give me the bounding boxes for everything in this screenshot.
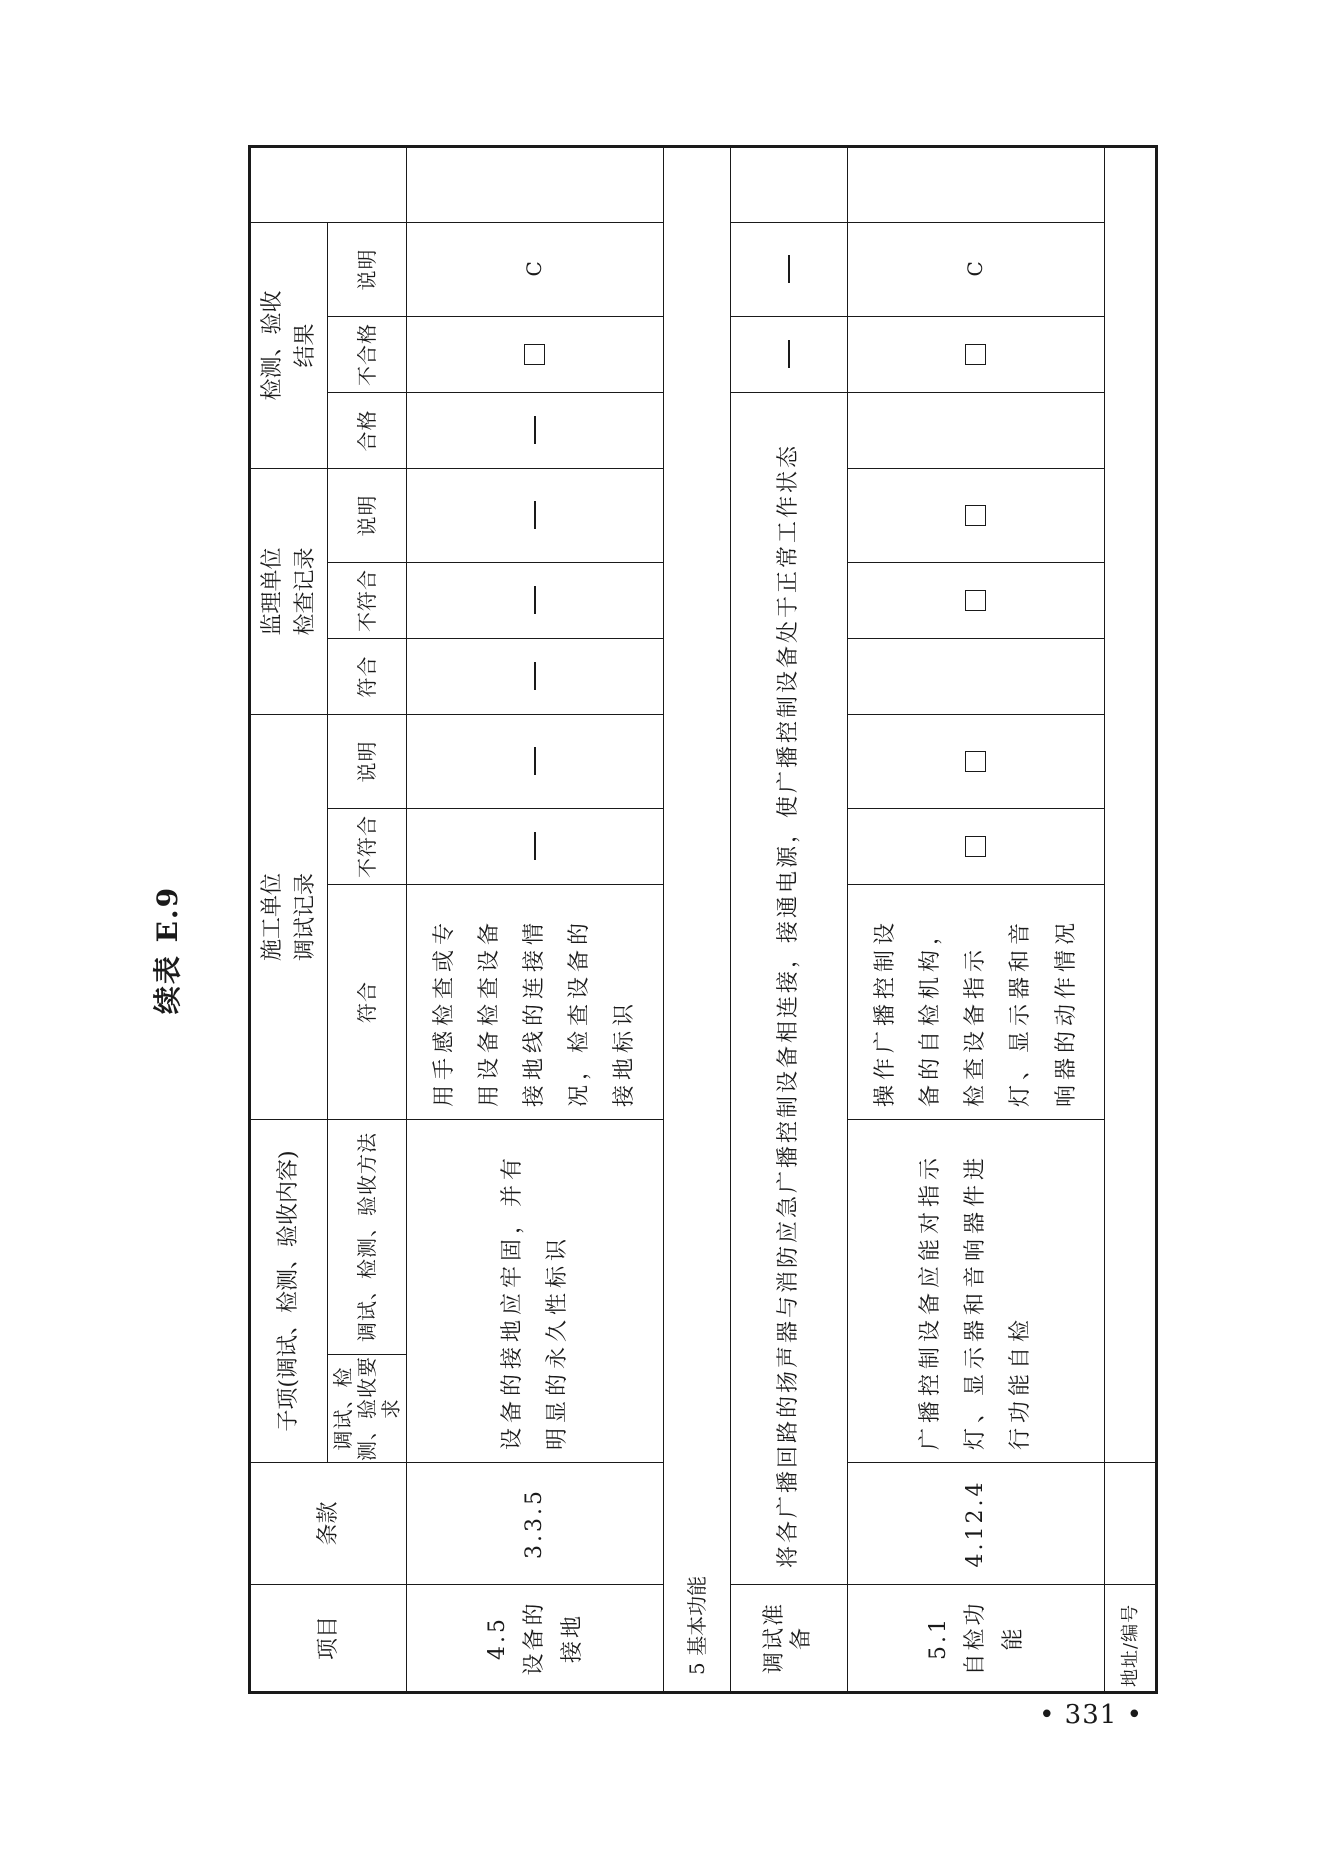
selftest-item: 5.1 自检功能 <box>847 1585 1105 1693</box>
checkbox-icon[interactable] <box>524 344 545 365</box>
header-requirement: 调试、检测、验收要求 <box>327 1355 406 1463</box>
dash-mark <box>534 832 536 860</box>
grounding-requirement: 设备的接地应牢固，并有明显的永久性标识 <box>406 1119 664 1462</box>
header-method: 调试、检测、验收方法 <box>327 1119 406 1354</box>
table-row-selftest <box>847 146 1105 1692</box>
table-row-section <box>664 146 731 1692</box>
selftest-qualified <box>847 316 1105 392</box>
selftest-method: 操作广播控制设备的自检机构，检查设备指示灯、显示器和音响器的动作情况 <box>847 884 1105 1119</box>
checkbox-icon[interactable] <box>965 505 986 526</box>
grounding-supervision-note <box>406 392 664 468</box>
selftest-clause: 4.12.4 <box>847 1463 1105 1585</box>
grounding-method: 用手感检查或专用设备检查设备接地线的连接情况，检查设备的接地标识 <box>406 884 664 1119</box>
header-supervision-label: 监理单位检查记录 <box>259 547 318 636</box>
selftest-supervision-conform <box>847 562 1105 638</box>
header-row-2 <box>327 146 406 1692</box>
checkbox-icon[interactable] <box>965 751 986 772</box>
address-rest <box>1105 146 1157 1462</box>
address-label: 地址/编号 <box>1119 1603 1141 1687</box>
table-row-prep <box>731 146 848 1692</box>
grounding-supervision-conform <box>406 562 664 638</box>
dash-mark <box>534 747 536 775</box>
header-construction-note: 说明 <box>327 714 406 808</box>
prep-unqualified <box>731 222 848 316</box>
prep-result-note <box>731 146 848 222</box>
header-item: 项目 <box>250 1585 407 1693</box>
prep-item: 调试准备 <box>731 1585 848 1693</box>
header-supervision-nonconform: 不符合 <box>327 562 406 638</box>
header-qualified: 合格 <box>327 392 406 468</box>
prep-qualified <box>731 316 848 392</box>
selftest-construction-conform <box>847 808 1105 884</box>
grounding-result-note <box>406 146 664 222</box>
table-title: 续表 E.9 <box>151 885 184 1015</box>
header-row-1 <box>250 146 328 1692</box>
grounding-supervision-nonconform <box>406 468 664 562</box>
selftest-construction-note <box>847 638 1105 714</box>
header-supervision-conform: 符合 <box>327 638 406 714</box>
grounding-unqualified-mark: C <box>521 261 546 277</box>
page-number: • 331 • <box>1039 1700 1143 1730</box>
grounding-construction-note <box>406 638 664 714</box>
header-construction-nonconform: 不符合 <box>327 808 406 884</box>
header-subitem: 子项(调试、检测、验收内容) <box>250 1119 328 1462</box>
checkbox-icon[interactable] <box>965 836 986 857</box>
table-row-address <box>1105 146 1157 1692</box>
header-construction <box>250 714 328 1119</box>
header-result <box>250 222 328 468</box>
section-label: 5 基本功能 <box>664 146 731 1692</box>
selftest-unqualified <box>847 222 1105 316</box>
grounding-construction-nonconform <box>406 714 664 808</box>
dash-mark <box>534 416 536 444</box>
header-supervision <box>250 468 328 714</box>
grounding-unqualified <box>406 222 664 316</box>
header-construction-conform: 符合 <box>327 884 406 1119</box>
checkbox-icon[interactable] <box>965 590 986 611</box>
grounding-qualified <box>406 316 664 392</box>
selftest-requirement: 广播控制设备应能对指示灯、显示器和音响器件进行功能自检 <box>847 1119 1105 1462</box>
rotated-table-wrapper <box>151 206 1158 1694</box>
address-cell <box>1105 1463 1157 1585</box>
dash-mark <box>788 255 790 283</box>
dash-mark <box>534 501 536 529</box>
header-supervision-note: 说明 <box>327 468 406 562</box>
dash-mark <box>534 662 536 690</box>
selftest-result-note <box>847 146 1105 222</box>
selftest-supervision-note <box>847 392 1105 468</box>
prep-content: 将各广播回路的扬声器与消防应急广播控制设备相连接，接通电源，使广播控制设备处于正常工作状态 <box>731 392 848 1584</box>
inspection-table <box>248 145 1158 1694</box>
header-construction-label: 施工单位调试记录 <box>259 872 318 961</box>
grounding-clause: 3.3.5 <box>406 1463 664 1585</box>
header-result-label: 检测、验收结果 <box>259 290 318 401</box>
grounding-item: 4.5 设备的接地 <box>406 1585 664 1693</box>
header-clause: 条款 <box>250 1463 407 1585</box>
selftest-unqualified-mark: C <box>962 261 987 277</box>
dash-mark <box>788 340 790 368</box>
grounding-construction-conform <box>406 808 664 884</box>
table-row-grounding <box>406 146 664 1692</box>
header-result-note: 说明 <box>327 222 406 316</box>
header-unqualified: 不合格 <box>327 316 406 392</box>
selftest-supervision-nonconform <box>847 468 1105 562</box>
dash-mark <box>534 586 536 614</box>
selftest-construction-nonconform <box>847 714 1105 808</box>
address-label-cell <box>1105 1585 1157 1693</box>
checkbox-icon[interactable] <box>965 344 986 365</box>
